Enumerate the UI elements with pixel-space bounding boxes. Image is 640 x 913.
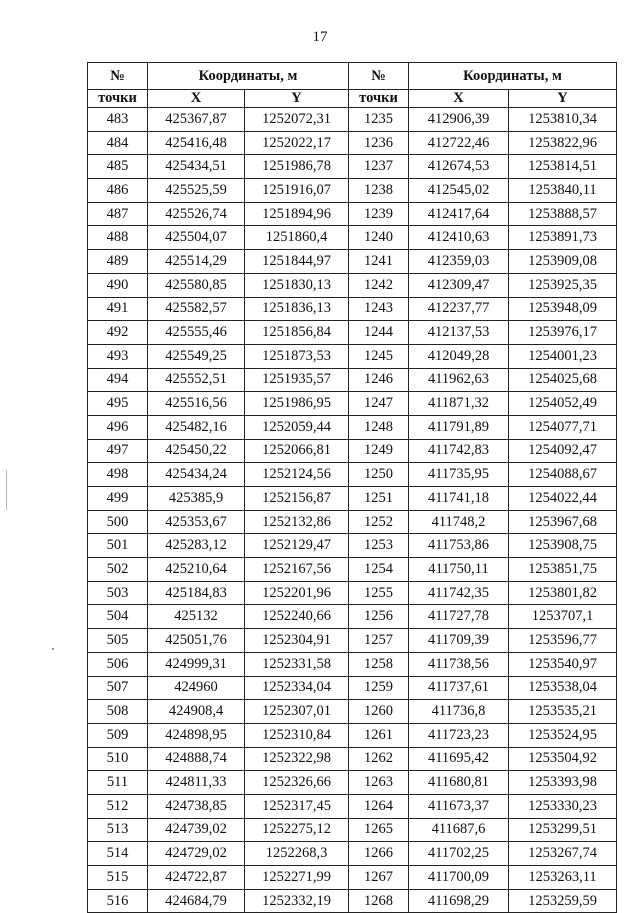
- y-coordinate-cell: 1253524,95: [509, 723, 617, 747]
- x-coordinate-cell: 411709,39: [409, 629, 509, 653]
- point-number-cell: 491: [88, 297, 148, 321]
- point-number-cell: 1253: [349, 534, 409, 558]
- point-number-cell: 1261: [349, 723, 409, 747]
- x-coordinate-cell: 424999,31: [148, 652, 245, 676]
- x-coordinate-cell: 425450,22: [148, 439, 245, 463]
- y-coordinate-cell: 1253909,08: [509, 250, 617, 274]
- table-row: [88, 463, 617, 487]
- point-number-cell: 511: [88, 771, 148, 795]
- table-row: [88, 368, 617, 392]
- table-row: [88, 155, 617, 179]
- y-coordinate-cell: 1251844,97: [245, 250, 349, 274]
- table-row: [88, 747, 617, 771]
- point-number-subheader: точки: [88, 90, 148, 108]
- x-coordinate-cell: 425416,48: [148, 131, 245, 155]
- x-coordinate-cell: 411962,63: [409, 368, 509, 392]
- point-number-cell: 487: [88, 202, 148, 226]
- y-coordinate-cell: 1253393,98: [509, 771, 617, 795]
- point-number-cell: 508: [88, 700, 148, 724]
- page-number: 17: [312, 29, 328, 45]
- table-row: [88, 344, 617, 368]
- y-column-header: Y: [245, 90, 349, 108]
- y-coordinate-cell: 1254088,67: [509, 463, 617, 487]
- table-row: [88, 889, 617, 913]
- x-coordinate-cell: 424739,02: [148, 818, 245, 842]
- point-number-header: №: [88, 63, 148, 90]
- point-number-cell: 512: [88, 794, 148, 818]
- table-row: [88, 273, 617, 297]
- x-coordinate-cell: 425580,85: [148, 273, 245, 297]
- x-coordinate-cell: 424898,95: [148, 723, 245, 747]
- point-number-cell: 1247: [349, 392, 409, 416]
- y-coordinate-cell: 1253925,35: [509, 273, 617, 297]
- y-coordinate-cell: 1253908,75: [509, 534, 617, 558]
- x-coordinate-cell: 411737,61: [409, 676, 509, 700]
- x-coordinate-cell: 411791,89: [409, 415, 509, 439]
- point-number-cell: 1257: [349, 629, 409, 653]
- x-coordinate-cell: 425504,07: [148, 226, 245, 250]
- point-number-cell: 1263: [349, 771, 409, 795]
- y-coordinate-cell: 1252268,3: [245, 842, 349, 866]
- x-coordinate-cell: 412359,03: [409, 250, 509, 274]
- x-coordinate-cell: 411736,8: [409, 700, 509, 724]
- y-coordinate-cell: 1252066,81: [245, 439, 349, 463]
- point-number-cell: 1246: [349, 368, 409, 392]
- x-coordinate-cell: 411702,25: [409, 842, 509, 866]
- y-coordinate-cell: 1251916,07: [245, 179, 349, 203]
- point-number-cell: 502: [88, 558, 148, 582]
- table-row: [88, 818, 617, 842]
- point-number-cell: 1235: [349, 108, 409, 132]
- table-row: [88, 866, 617, 890]
- table-row: [88, 629, 617, 653]
- x-coordinate-cell: 411738,56: [409, 652, 509, 676]
- table-row: [88, 179, 617, 203]
- y-column-header: Y: [509, 90, 617, 108]
- y-coordinate-cell: 1254022,44: [509, 487, 617, 511]
- x-coordinate-cell: 425132: [148, 605, 245, 629]
- y-coordinate-cell: 1251986,78: [245, 155, 349, 179]
- y-coordinate-cell: 1252304,91: [245, 629, 349, 653]
- y-coordinate-cell: 1253707,1: [509, 605, 617, 629]
- x-coordinate-cell: 424908,4: [148, 700, 245, 724]
- point-number-cell: 500: [88, 510, 148, 534]
- y-coordinate-cell: 1253822,96: [509, 131, 617, 155]
- y-coordinate-cell: 1253801,82: [509, 581, 617, 605]
- x-coordinate-cell: 425210,64: [148, 558, 245, 582]
- x-coordinate-cell: 425525,59: [148, 179, 245, 203]
- x-coordinate-cell: 425283,12: [148, 534, 245, 558]
- x-coordinate-cell: 411680,81: [409, 771, 509, 795]
- point-number-cell: 495: [88, 392, 148, 416]
- y-coordinate-cell: 1251935,57: [245, 368, 349, 392]
- point-number-cell: 1267: [349, 866, 409, 890]
- y-coordinate-cell: 1251860,4: [245, 226, 349, 250]
- y-coordinate-cell: 1253851,75: [509, 558, 617, 582]
- x-coordinate-cell: 424729,02: [148, 842, 245, 866]
- x-coordinate-cell: 425482,16: [148, 415, 245, 439]
- y-coordinate-cell: 1253330,23: [509, 794, 617, 818]
- y-coordinate-cell: 1253267,74: [509, 842, 617, 866]
- y-coordinate-cell: 1251856,84: [245, 321, 349, 345]
- x-coordinate-cell: 425434,24: [148, 463, 245, 487]
- y-coordinate-cell: 1253888,57: [509, 202, 617, 226]
- y-coordinate-cell: 1252307,01: [245, 700, 349, 724]
- point-number-cell: 1250: [349, 463, 409, 487]
- y-coordinate-cell: 1253504,92: [509, 747, 617, 771]
- x-column-header: X: [148, 90, 245, 108]
- table-row: [88, 297, 617, 321]
- y-coordinate-cell: 1253259,59: [509, 889, 617, 913]
- point-number-cell: 499: [88, 487, 148, 511]
- y-coordinate-cell: 1253976,17: [509, 321, 617, 345]
- point-number-cell: 1265: [349, 818, 409, 842]
- y-coordinate-cell: 1252271,99: [245, 866, 349, 890]
- point-number-cell: 485: [88, 155, 148, 179]
- table-row: [88, 392, 617, 416]
- point-number-cell: 515: [88, 866, 148, 890]
- point-number-cell: 1242: [349, 273, 409, 297]
- table-row: [88, 487, 617, 511]
- point-number-cell: 501: [88, 534, 148, 558]
- point-number-cell: 488: [88, 226, 148, 250]
- x-coordinate-cell: 411742,83: [409, 439, 509, 463]
- x-coordinate-cell: 411723,23: [409, 723, 509, 747]
- y-coordinate-cell: 1252072,31: [245, 108, 349, 132]
- table-row: [88, 321, 617, 345]
- y-coordinate-cell: 1252059,44: [245, 415, 349, 439]
- point-number-cell: 1256: [349, 605, 409, 629]
- x-coordinate-cell: 411741,18: [409, 487, 509, 511]
- point-number-cell: 1241: [349, 250, 409, 274]
- y-coordinate-cell: 1252201,96: [245, 581, 349, 605]
- point-number-cell: 1254: [349, 558, 409, 582]
- y-coordinate-cell: 1252124,56: [245, 463, 349, 487]
- point-number-cell: 1262: [349, 747, 409, 771]
- point-number-cell: 1255: [349, 581, 409, 605]
- point-number-cell: 1251: [349, 487, 409, 511]
- point-number-cell: 493: [88, 344, 148, 368]
- table-row: [88, 842, 617, 866]
- point-number-cell: 494: [88, 368, 148, 392]
- scan-artifact: [52, 648, 54, 650]
- table-row: [88, 581, 617, 605]
- point-number-cell: 490: [88, 273, 148, 297]
- y-coordinate-cell: 1251894,96: [245, 202, 349, 226]
- x-coordinate-cell: 411687,6: [409, 818, 509, 842]
- y-coordinate-cell: 1254077,71: [509, 415, 617, 439]
- x-coordinate-cell: 425434,51: [148, 155, 245, 179]
- point-number-cell: 1238: [349, 179, 409, 203]
- x-coordinate-cell: 412417,64: [409, 202, 509, 226]
- x-coordinate-cell: 412545,02: [409, 179, 509, 203]
- x-coordinate-cell: 411727,78: [409, 605, 509, 629]
- x-coordinate-cell: 425582,57: [148, 297, 245, 321]
- y-coordinate-cell: 1253814,51: [509, 155, 617, 179]
- y-coordinate-cell: 1254025,68: [509, 368, 617, 392]
- x-coordinate-cell: 425552,51: [148, 368, 245, 392]
- point-number-subheader: точки: [349, 90, 409, 108]
- y-coordinate-cell: 1253538,04: [509, 676, 617, 700]
- x-coordinate-cell: 412410,63: [409, 226, 509, 250]
- point-number-cell: 484: [88, 131, 148, 155]
- y-coordinate-cell: 1252317,45: [245, 794, 349, 818]
- point-number-cell: 1245: [349, 344, 409, 368]
- x-coordinate-cell: 412722,46: [409, 131, 509, 155]
- point-number-cell: 1237: [349, 155, 409, 179]
- table-row: [88, 108, 617, 132]
- y-coordinate-cell: 1252129,47: [245, 534, 349, 558]
- x-coordinate-cell: 411871,32: [409, 392, 509, 416]
- x-coordinate-cell: 412906,39: [409, 108, 509, 132]
- y-coordinate-cell: 1253891,73: [509, 226, 617, 250]
- point-number-cell: 489: [88, 250, 148, 274]
- point-number-header: №: [349, 63, 409, 90]
- coordinates-table: [87, 62, 617, 913]
- point-number-cell: 492: [88, 321, 148, 345]
- x-coordinate-cell: 412137,53: [409, 321, 509, 345]
- y-coordinate-cell: 1251986,95: [245, 392, 349, 416]
- y-coordinate-cell: 1252332,19: [245, 889, 349, 913]
- coordinates-header: Координаты, м: [409, 63, 617, 90]
- x-coordinate-cell: 411673,37: [409, 794, 509, 818]
- point-number-cell: 1252: [349, 510, 409, 534]
- point-number-cell: 516: [88, 889, 148, 913]
- point-number-cell: 1259: [349, 676, 409, 700]
- y-coordinate-cell: 1254052,49: [509, 392, 617, 416]
- point-number-cell: 505: [88, 629, 148, 653]
- scan-artifact: [6, 470, 7, 510]
- point-number-cell: 1268: [349, 889, 409, 913]
- table-row: [88, 605, 617, 629]
- x-coordinate-cell: 412049,28: [409, 344, 509, 368]
- table-row: [88, 250, 617, 274]
- point-number-cell: 498: [88, 463, 148, 487]
- y-coordinate-cell: 1253840,11: [509, 179, 617, 203]
- y-coordinate-cell: 1252240,66: [245, 605, 349, 629]
- x-coordinate-cell: 411748,2: [409, 510, 509, 534]
- x-coordinate-cell: 411750,11: [409, 558, 509, 582]
- point-number-cell: 497: [88, 439, 148, 463]
- y-coordinate-cell: 1252322,98: [245, 747, 349, 771]
- y-coordinate-cell: 1252331,58: [245, 652, 349, 676]
- point-number-cell: 504: [88, 605, 148, 629]
- x-coordinate-cell: 411695,42: [409, 747, 509, 771]
- x-coordinate-cell: 425516,56: [148, 392, 245, 416]
- point-number-cell: 513: [88, 818, 148, 842]
- point-number-cell: 510: [88, 747, 148, 771]
- point-number-cell: 496: [88, 415, 148, 439]
- x-coordinate-cell: 425526,74: [148, 202, 245, 226]
- y-coordinate-cell: 1253967,68: [509, 510, 617, 534]
- y-coordinate-cell: 1251836,13: [245, 297, 349, 321]
- point-number-cell: 1260: [349, 700, 409, 724]
- y-coordinate-cell: 1253535,21: [509, 700, 617, 724]
- y-coordinate-cell: 1253948,09: [509, 297, 617, 321]
- x-coordinate-cell: 425367,87: [148, 108, 245, 132]
- x-coordinate-cell: 425184,83: [148, 581, 245, 605]
- table-row: [88, 700, 617, 724]
- table-row: [88, 131, 617, 155]
- y-coordinate-cell: 1252326,66: [245, 771, 349, 795]
- point-number-cell: 1264: [349, 794, 409, 818]
- point-number-cell: 506: [88, 652, 148, 676]
- table-row: [88, 202, 617, 226]
- point-number-cell: 1240: [349, 226, 409, 250]
- point-number-cell: 1248: [349, 415, 409, 439]
- y-coordinate-cell: 1252334,04: [245, 676, 349, 700]
- table-row: [88, 558, 617, 582]
- x-coordinate-cell: 424684,79: [148, 889, 245, 913]
- x-coordinate-cell: 425555,46: [148, 321, 245, 345]
- x-coordinate-cell: 425514,29: [148, 250, 245, 274]
- y-coordinate-cell: 1251830,13: [245, 273, 349, 297]
- y-coordinate-cell: 1252167,56: [245, 558, 349, 582]
- table-row: [88, 652, 617, 676]
- x-coordinate-cell: 425385,9: [148, 487, 245, 511]
- x-column-header: X: [409, 90, 509, 108]
- point-number-cell: 483: [88, 108, 148, 132]
- y-coordinate-cell: 1253540,97: [509, 652, 617, 676]
- table-row: [88, 415, 617, 439]
- y-coordinate-cell: 1252022,17: [245, 131, 349, 155]
- y-coordinate-cell: 1252132,86: [245, 510, 349, 534]
- x-coordinate-cell: 411753,86: [409, 534, 509, 558]
- point-number-cell: 1258: [349, 652, 409, 676]
- table-row: [88, 510, 617, 534]
- table-row: [88, 771, 617, 795]
- x-coordinate-cell: 424722,87: [148, 866, 245, 890]
- table-row: [88, 794, 617, 818]
- y-coordinate-cell: 1252275,12: [245, 818, 349, 842]
- x-coordinate-cell: 424960: [148, 676, 245, 700]
- coordinates-header: Координаты, м: [148, 63, 349, 90]
- x-coordinate-cell: 412674,53: [409, 155, 509, 179]
- point-number-cell: 509: [88, 723, 148, 747]
- point-number-cell: 507: [88, 676, 148, 700]
- table-row: [88, 676, 617, 700]
- point-number-cell: 1266: [349, 842, 409, 866]
- x-coordinate-cell: 425549,25: [148, 344, 245, 368]
- y-coordinate-cell: 1252310,84: [245, 723, 349, 747]
- x-coordinate-cell: 411735,95: [409, 463, 509, 487]
- point-number-cell: 1244: [349, 321, 409, 345]
- y-coordinate-cell: 1253596,77: [509, 629, 617, 653]
- point-number-cell: 486: [88, 179, 148, 203]
- x-coordinate-cell: 412309,47: [409, 273, 509, 297]
- point-number-cell: 1236: [349, 131, 409, 155]
- y-coordinate-cell: 1251873,53: [245, 344, 349, 368]
- y-coordinate-cell: 1252156,87: [245, 487, 349, 511]
- y-coordinate-cell: 1253810,34: [509, 108, 617, 132]
- x-coordinate-cell: 424811,33: [148, 771, 245, 795]
- point-number-cell: 514: [88, 842, 148, 866]
- table-row: [88, 439, 617, 463]
- x-coordinate-cell: 412237,77: [409, 297, 509, 321]
- point-number-cell: 1243: [349, 297, 409, 321]
- y-coordinate-cell: 1253299,51: [509, 818, 617, 842]
- x-coordinate-cell: 425353,67: [148, 510, 245, 534]
- point-number-cell: 1249: [349, 439, 409, 463]
- x-coordinate-cell: 411742,35: [409, 581, 509, 605]
- x-coordinate-cell: 411700,09: [409, 866, 509, 890]
- x-coordinate-cell: 411698,29: [409, 889, 509, 913]
- x-coordinate-cell: 424738,85: [148, 794, 245, 818]
- y-coordinate-cell: 1254001,23: [509, 344, 617, 368]
- y-coordinate-cell: 1253263,11: [509, 866, 617, 890]
- x-coordinate-cell: 424888,74: [148, 747, 245, 771]
- point-number-cell: 503: [88, 581, 148, 605]
- y-coordinate-cell: 1254092,47: [509, 439, 617, 463]
- table-row: [88, 723, 617, 747]
- point-number-cell: 1239: [349, 202, 409, 226]
- table-row: [88, 534, 617, 558]
- x-coordinate-cell: 425051,76: [148, 629, 245, 653]
- table-row: [88, 226, 617, 250]
